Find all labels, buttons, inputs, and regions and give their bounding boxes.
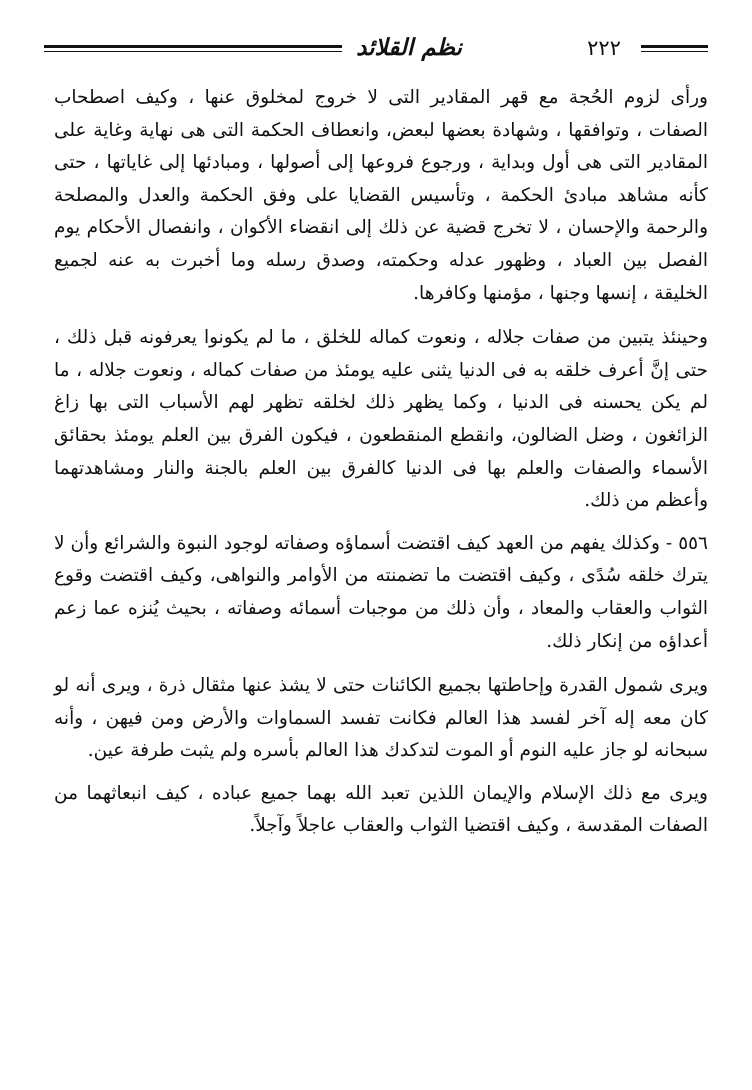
header-rule-right: [641, 45, 708, 52]
header-rule-left: [44, 45, 342, 52]
page-number: ٢٢٢: [587, 36, 621, 60]
page-body: [54, 80, 708, 843]
running-title: نظم القلائد: [356, 34, 462, 61]
running-header: [44, 28, 708, 68]
paragraph-1: ورأى لزوم الحُجة مع قهر المقادير التى لا خروج لمخلوق عنها ، وكيف اصطحاب الصفات ، وتوافقها ، وشهادة بعضها لبعض، وانعطاف الحكمة التى هى نهاية وغاية على المقادير التى هى أول وبداية ، ورجوع فروعها إلى أصولها ، ومبادئها إلى غاياتها ، حتى كأنه مشاهد مبادئ الحكمة ، وتأسيس القضايا على وفق الحكمة والعدل والمصلحة والرحمة والإحسان ، لا تخرج قضية عن ذلك إلى انقضاء الأكوان ، وانفصال الأحكام يوم الفصل بين العباد ، وظهور عدله وحكمته، وصدق رسله وما أخبرت به عنه لجميع الخليقة ، إنسها وجنها ، مؤمنها وكافرها.: [54, 87, 708, 304]
paragraph-5: ويرى مع ذلك الإسلام والإيمان اللذين تعبد الله بهما جميع عباده ، كيف انبعاثهما من الصفات المقدسة ، وكيف اقتضيا الثواب والعقاب عاجلاً وآجلاً.: [54, 782, 708, 837]
paragraph-4: ويرى شمول القدرة وإحاطتها بجميع الكائنات حتى لا يشذ عنها مثقال ذرة ، ويرى أنه لو كان معه إله آخر لفسد هذا العالم فكانت تفسد السماوات والأرض ومن فيهن ، وأنه سبحانه لو جاز عليه النوم أو الموت لتدكدك هذا العالم بأسره ولم يثبت طرفة عين.: [54, 675, 708, 762]
paragraph-2: وحينئذ يتبين من صفات جلاله ، ونعوت كماله للخلق ، ما لم يكونوا يعرفونه قبل ذلك ، حتى إنَّ أعرف خلقه به فى الدنيا يثنى عليه يومئذ من صفات كماله ، ونعوت جلاله ، ما لم يكن يحسنه فى الدنيا ، وكما يظهر ذلك لخلقه تظهر لهم الأسباب التى بها زاغ الزائغون ، وضل الضالون، وانقطع المنقطعون ، فيكون الفرق بين العلم يومئذ بحقائق الأسماء والصفات والعلم بها فى الدنيا كالفرق بين العلم بالجنة والنار ومشاهدتهما وأعظم من ذلك.: [54, 327, 709, 512]
paragraph-3: ٥٥٦ - وكذلك يفهم من العهد كيف اقتضت أسماؤه وصفاته لوجود النبوة والشرائع وأن لا يترك خلقه سُدًى ، وكيف اقتضت ما تضمنته من الأوامر والنواهى، وكيف اقتضت وقوع الثواب والعقاب والمعاد ، وأن ذلك من موجبات أسمائه وصفاته ، بحيث يُنزه عما زعم أعداؤه من إنكار ذلك.: [54, 532, 708, 652]
